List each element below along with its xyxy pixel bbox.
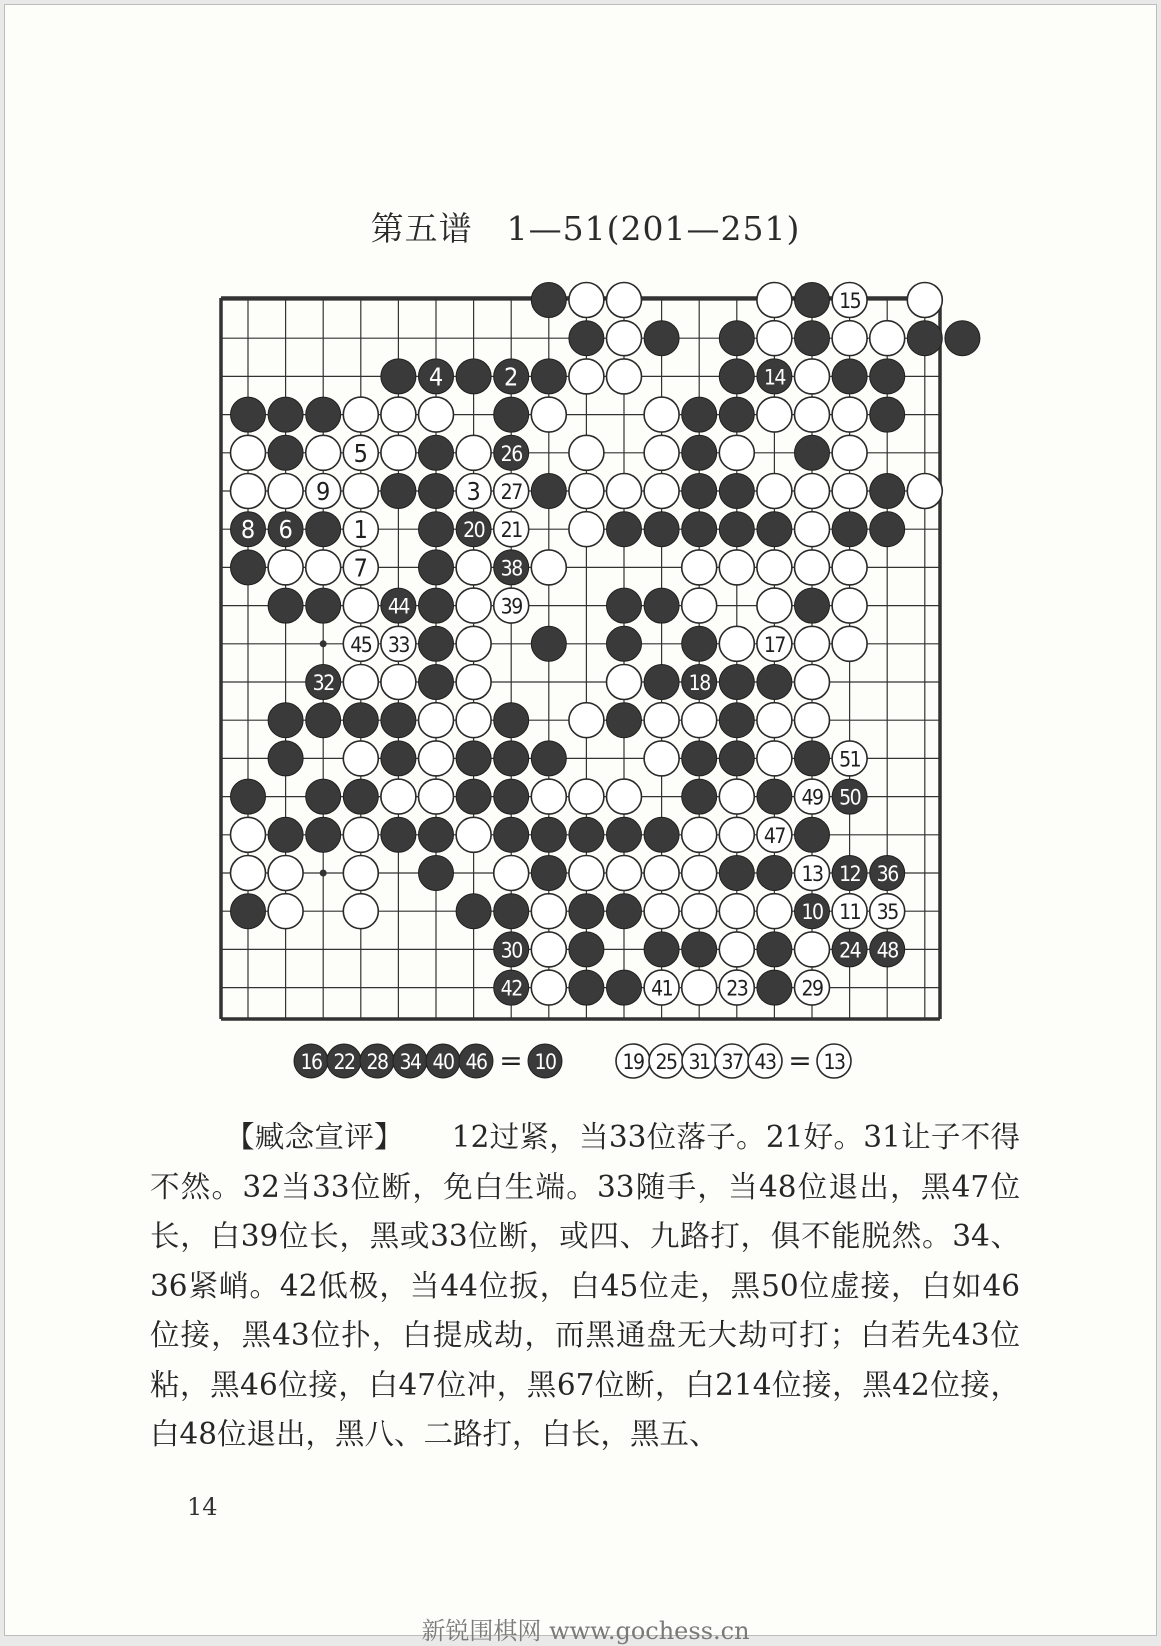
white-stone xyxy=(644,397,679,432)
white-stone xyxy=(607,665,642,700)
diagram-title: 第五谱 1—51(201—251) xyxy=(370,209,801,248)
black-stone xyxy=(607,588,642,623)
white-stone xyxy=(268,894,303,929)
white-stone xyxy=(306,435,341,470)
white-stone xyxy=(231,856,266,891)
move-number: 23 xyxy=(726,976,748,1001)
move-number: 20 xyxy=(463,518,485,543)
white-stone xyxy=(757,474,792,509)
white-stone xyxy=(456,435,491,470)
black-stone xyxy=(644,817,679,852)
black-stone xyxy=(231,550,266,585)
black-stone xyxy=(268,741,303,776)
equals-sign: = xyxy=(499,1044,523,1077)
move-number: 2 xyxy=(504,362,519,392)
white-stone xyxy=(569,703,604,738)
white-stone xyxy=(832,474,867,509)
white-stone xyxy=(644,856,679,891)
white-stone xyxy=(456,550,491,585)
white-stone xyxy=(456,817,491,852)
move-number: 10 xyxy=(801,900,823,925)
move-number: 9 xyxy=(316,477,331,506)
black-stone xyxy=(795,588,830,623)
black-stone xyxy=(381,741,416,776)
commentary-paragraph xyxy=(150,1113,1020,1460)
move-number: 15 xyxy=(839,289,861,313)
white-stone xyxy=(757,703,792,738)
move-number: 48 xyxy=(876,938,898,963)
white-stone xyxy=(381,779,416,814)
white-stone xyxy=(231,817,266,852)
commentary-label: 【臧念宣评】 xyxy=(225,1120,404,1154)
black-stone xyxy=(757,970,792,1005)
move-number: 42 xyxy=(500,976,522,1001)
white-stone xyxy=(682,703,717,738)
black-stone xyxy=(456,741,491,776)
black-stone xyxy=(381,817,416,852)
black-stone xyxy=(531,856,566,891)
black-stone xyxy=(607,512,642,547)
white-stone xyxy=(607,779,642,814)
move-number: 39 xyxy=(500,594,522,619)
black-stone xyxy=(682,397,717,432)
white-stone xyxy=(795,474,830,509)
black-stone xyxy=(870,397,905,432)
white-stone xyxy=(531,550,566,585)
black-stone xyxy=(569,817,604,852)
move-number: 7 xyxy=(353,553,368,583)
black-stone xyxy=(907,321,942,356)
black-stone xyxy=(644,588,679,623)
black-stone xyxy=(494,397,529,432)
white-stone xyxy=(682,588,717,623)
black-stone xyxy=(456,779,491,814)
black-stone xyxy=(419,856,454,891)
black-stone xyxy=(531,474,566,509)
star-point xyxy=(320,870,327,877)
move-number: 49 xyxy=(801,785,823,810)
move-number: 6 xyxy=(278,515,293,545)
white-stone xyxy=(343,665,378,700)
move-number: 14 xyxy=(763,365,785,390)
white-stone xyxy=(757,894,792,929)
white-stone xyxy=(531,894,566,929)
move-number: 51 xyxy=(839,747,861,772)
black-stone xyxy=(757,856,792,891)
move-number: 32 xyxy=(312,671,334,695)
white-stone xyxy=(832,626,867,661)
move-number: 21 xyxy=(500,518,522,543)
white-stone xyxy=(907,283,942,318)
white-stone xyxy=(832,588,867,623)
black-stone xyxy=(607,970,642,1005)
black-stone xyxy=(607,817,642,852)
white-stone xyxy=(832,435,867,470)
commentary-text: 12过紧，当33位落子。21好。31让子不得不然。32当33位断，免白生端。33随手，当48位退出，黑47位长，白39位长，黑或33位断，或四、九路打，俱不能脱然。34、36紧峭。42低极，当44位扳，白45位走，黑50位虚接，白如46位接，黑43位扑，白提成劫，而黑通盘无大劫可打；白若先43位粘，黑46位接，白47位冲，黑67位断，白214位接，黑42位接，白48位退出，黑八、二路打，白长，黑五、 xyxy=(150,1120,1020,1451)
move-number: 35 xyxy=(876,900,898,925)
black-stone xyxy=(607,703,642,738)
black-stone xyxy=(419,817,454,852)
move-number: 30 xyxy=(500,938,522,963)
white-stone xyxy=(268,550,303,585)
black-stone xyxy=(795,741,830,776)
white-stone xyxy=(569,474,604,509)
white-stone xyxy=(343,474,378,509)
white-stone xyxy=(719,550,754,585)
black-stone xyxy=(795,321,830,356)
white-stone xyxy=(757,741,792,776)
black-stone xyxy=(494,703,529,738)
move-number: 16 xyxy=(300,1050,322,1074)
black-stone xyxy=(607,626,642,661)
move-number: 4 xyxy=(428,362,444,392)
black-stone xyxy=(757,512,792,547)
white-stone xyxy=(644,435,679,470)
white-stone xyxy=(795,512,830,547)
white-stone xyxy=(419,703,454,738)
black-stone xyxy=(419,512,454,547)
white-stone xyxy=(343,856,378,891)
white-stone xyxy=(343,588,378,623)
white-stone xyxy=(719,894,754,929)
white-stone xyxy=(343,817,378,852)
move-number: 28 xyxy=(366,1050,388,1074)
move-number: 41 xyxy=(651,976,673,1001)
white-stone xyxy=(757,283,792,318)
move-number: 38 xyxy=(500,556,522,581)
white-stone xyxy=(795,703,830,738)
black-stone xyxy=(531,283,566,318)
black-stone xyxy=(419,435,454,470)
white-stone xyxy=(419,741,454,776)
white-stone xyxy=(757,550,792,585)
white-stone xyxy=(682,970,717,1005)
white-stone xyxy=(531,397,566,432)
white-stone xyxy=(569,512,604,547)
black-stone xyxy=(719,321,754,356)
black-stone xyxy=(306,703,341,738)
move-number: 8 xyxy=(240,515,256,545)
black-stone xyxy=(870,359,905,394)
black-stone xyxy=(719,359,754,394)
black-stone xyxy=(419,474,454,509)
white-stone xyxy=(795,626,830,661)
white-stone xyxy=(757,321,792,356)
move-number: 27 xyxy=(500,480,522,504)
white-stone xyxy=(682,856,717,891)
black-stone xyxy=(644,512,679,547)
black-stone xyxy=(945,321,980,356)
black-stone xyxy=(381,474,416,509)
black-stone xyxy=(494,741,529,776)
black-stone xyxy=(569,321,604,356)
move-number: 13 xyxy=(801,862,823,886)
black-stone xyxy=(456,894,491,929)
white-stone xyxy=(644,741,679,776)
move-number: 17 xyxy=(763,632,785,657)
black-stone xyxy=(306,397,341,432)
black-stone xyxy=(231,779,266,814)
white-stone xyxy=(757,588,792,623)
move-number: 3 xyxy=(466,477,481,506)
white-stone xyxy=(719,626,754,661)
white-stone xyxy=(494,856,529,891)
move-number: 37 xyxy=(721,1050,743,1074)
white-stone xyxy=(531,970,566,1005)
white-stone xyxy=(832,397,867,432)
black-stone xyxy=(306,512,341,547)
black-stone xyxy=(419,626,454,661)
white-stone xyxy=(531,932,566,967)
white-stone xyxy=(795,550,830,585)
black-stone xyxy=(343,703,378,738)
white-stone xyxy=(381,397,416,432)
move-number: 1 xyxy=(353,515,368,545)
black-stone xyxy=(682,435,717,470)
move-number: 22 xyxy=(333,1050,355,1074)
move-number: 12 xyxy=(839,862,861,886)
white-stone xyxy=(644,894,679,929)
white-stone xyxy=(569,779,604,814)
white-stone xyxy=(456,626,491,661)
move-footnotes xyxy=(294,1044,851,1078)
move-number: 26 xyxy=(500,441,522,466)
move-number: 29 xyxy=(801,976,823,1001)
move-number: 45 xyxy=(350,632,372,657)
white-stone xyxy=(456,665,491,700)
black-stone xyxy=(268,703,303,738)
black-stone xyxy=(419,550,454,585)
white-stone xyxy=(419,779,454,814)
white-stone xyxy=(381,435,416,470)
black-stone xyxy=(719,665,754,700)
white-stone xyxy=(644,703,679,738)
black-stone xyxy=(719,703,754,738)
white-stone xyxy=(832,550,867,585)
white-stone xyxy=(381,665,416,700)
black-stone xyxy=(719,741,754,776)
black-stone xyxy=(682,779,717,814)
white-stone xyxy=(419,397,454,432)
black-stone xyxy=(494,817,529,852)
move-number: 25 xyxy=(655,1050,677,1074)
black-stone xyxy=(343,779,378,814)
black-stone xyxy=(456,359,491,394)
white-stone xyxy=(607,856,642,891)
move-number: 10 xyxy=(534,1050,556,1074)
black-stone xyxy=(682,626,717,661)
black-stone xyxy=(644,665,679,700)
white-stone xyxy=(607,359,642,394)
move-number: 24 xyxy=(839,938,861,963)
move-number: 40 xyxy=(432,1050,454,1074)
black-stone xyxy=(306,817,341,852)
black-stone xyxy=(795,435,830,470)
black-stone xyxy=(682,741,717,776)
move-number: 11 xyxy=(839,900,861,925)
white-stone xyxy=(343,741,378,776)
black-stone xyxy=(644,321,679,356)
star-point xyxy=(320,640,327,647)
white-stone xyxy=(870,321,905,356)
book-page xyxy=(4,4,1157,1645)
white-stone xyxy=(795,397,830,432)
move-number: 34 xyxy=(399,1050,421,1074)
white-stone xyxy=(268,474,303,509)
white-stone xyxy=(306,550,341,585)
white-stone xyxy=(719,817,754,852)
white-stone xyxy=(795,359,830,394)
black-stone xyxy=(569,894,604,929)
black-stone xyxy=(757,779,792,814)
move-number: 13 xyxy=(823,1050,845,1074)
white-stone xyxy=(343,397,378,432)
white-stone xyxy=(607,321,642,356)
black-stone xyxy=(231,397,266,432)
black-stone xyxy=(757,665,792,700)
white-stone xyxy=(907,474,942,509)
black-stone xyxy=(494,779,529,814)
move-number: 36 xyxy=(876,862,898,886)
white-stone xyxy=(719,932,754,967)
white-stone xyxy=(682,817,717,852)
black-stone xyxy=(419,588,454,623)
black-stone xyxy=(231,894,266,929)
black-stone xyxy=(306,779,341,814)
black-stone xyxy=(607,894,642,929)
move-number: 46 xyxy=(465,1050,487,1074)
black-stone xyxy=(644,932,679,967)
black-stone xyxy=(870,512,905,547)
black-stone xyxy=(832,359,867,394)
white-stone xyxy=(268,856,303,891)
black-stone xyxy=(531,626,566,661)
black-stone xyxy=(832,512,867,547)
black-stone xyxy=(682,474,717,509)
black-stone xyxy=(682,932,717,967)
black-stone xyxy=(569,932,604,967)
white-stone xyxy=(644,474,679,509)
white-stone xyxy=(719,779,754,814)
black-stone xyxy=(494,894,529,929)
black-stone xyxy=(795,283,830,318)
black-stone xyxy=(268,588,303,623)
black-stone xyxy=(268,435,303,470)
white-stone xyxy=(231,435,266,470)
white-stone xyxy=(569,435,604,470)
page-number: 14 xyxy=(187,1493,218,1521)
white-stone xyxy=(231,474,266,509)
move-number: 19 xyxy=(622,1050,644,1074)
black-stone xyxy=(719,474,754,509)
black-stone xyxy=(682,512,717,547)
white-stone xyxy=(682,550,717,585)
black-stone xyxy=(306,588,341,623)
move-number: 47 xyxy=(763,823,785,848)
black-stone xyxy=(531,359,566,394)
black-stone xyxy=(757,932,792,967)
white-stone xyxy=(343,894,378,929)
move-number: 43 xyxy=(754,1050,776,1074)
white-stone xyxy=(531,779,566,814)
move-number: 44 xyxy=(387,594,409,619)
white-stone xyxy=(795,932,830,967)
black-stone xyxy=(719,397,754,432)
move-number: 31 xyxy=(688,1050,710,1074)
white-stone xyxy=(607,283,642,318)
white-stone xyxy=(569,283,604,318)
white-stone xyxy=(795,665,830,700)
black-stone xyxy=(870,474,905,509)
site-watermark: 新锐围棋网 www.gochess.cn xyxy=(421,1617,750,1645)
black-stone xyxy=(268,817,303,852)
black-stone xyxy=(268,397,303,432)
black-stone xyxy=(719,512,754,547)
black-stone xyxy=(381,703,416,738)
go-board-diagram xyxy=(5,5,1156,1105)
move-number: 33 xyxy=(387,632,409,657)
white-stone xyxy=(569,856,604,891)
black-stone xyxy=(381,359,416,394)
white-stone xyxy=(719,435,754,470)
white-stone xyxy=(569,359,604,394)
black-stone xyxy=(419,665,454,700)
white-stone xyxy=(757,397,792,432)
black-stone xyxy=(531,817,566,852)
black-stone xyxy=(795,817,830,852)
white-stone xyxy=(832,321,867,356)
white-stone xyxy=(607,474,642,509)
white-stone xyxy=(456,703,491,738)
black-stone xyxy=(569,970,604,1005)
equals-sign: = xyxy=(788,1044,812,1077)
white-stone xyxy=(456,588,491,623)
black-stone xyxy=(531,741,566,776)
move-number: 50 xyxy=(839,785,861,810)
black-stone xyxy=(719,856,754,891)
white-stone xyxy=(682,894,717,929)
move-number: 18 xyxy=(688,671,710,695)
move-number: 5 xyxy=(353,438,368,468)
